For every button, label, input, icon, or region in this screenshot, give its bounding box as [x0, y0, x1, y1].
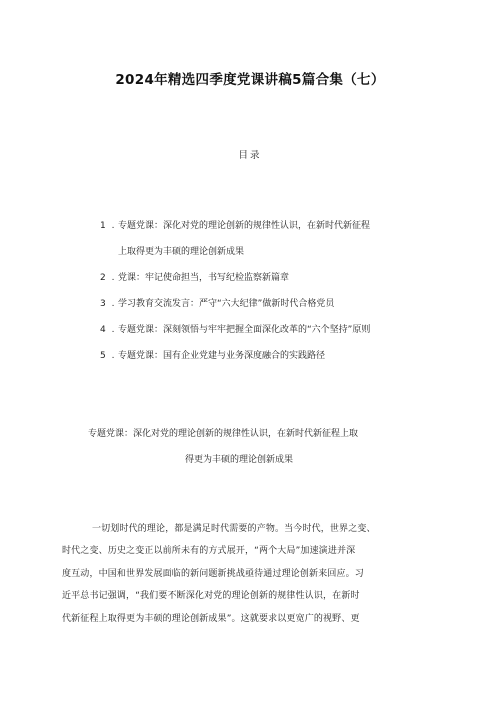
- toc-item-number: 4: [100, 325, 106, 335]
- article-title-line-2: 得更为丰硕的理论创新成果: [185, 455, 294, 465]
- toc-item-separator: .: [111, 273, 115, 283]
- toc-item-text: 专题党课：深刻领悟与牢牢把握全面深化改革的“六个坚持”原则: [118, 325, 371, 335]
- article-title: [60, 428, 460, 467]
- document-title: 2024年精选四季度党课讲稿5篇合集（七）: [115, 72, 385, 88]
- toc-item-number: 2: [100, 273, 106, 283]
- toc-item-4[interactable]: [100, 324, 430, 337]
- toc-item-number: 5: [100, 351, 106, 361]
- toc-item-separator: .: [111, 351, 115, 361]
- toc-item-text: 专题党课：深化对党的理论创新的规律性认识，在新时代新征程: [118, 221, 371, 231]
- body-line: 时代之变、历史之变正以前所未有的方式展开，“两个大局”加速演进并深: [62, 546, 356, 557]
- toc-item-text: 学习教育交流发言：严守“六大纪律”做新时代合格党员: [118, 299, 335, 309]
- toc-item-separator: .: [111, 299, 115, 309]
- toc-item-2[interactable]: [100, 272, 430, 285]
- toc-item-1[interactable]: [100, 220, 430, 259]
- toc-item-text: 专题党课：国有企业党建与业务深度融合的实践路径: [118, 351, 326, 361]
- article-title-line-1: 专题党课：深化对党的理论创新的规律性认识，在新时代新征程上取: [88, 429, 359, 439]
- toc-item-separator: .: [111, 325, 115, 335]
- body-line: 代新征程上取得更为丰硕的理论创新成果”。这就要求以更宽广的视野、更: [62, 613, 360, 624]
- body-line: 一切划时代的理论，都是满足时代需要的产物。当今时代，世界之变、: [92, 524, 376, 534]
- toc-item-number: 3: [100, 299, 106, 309]
- toc-item-5[interactable]: [100, 350, 430, 363]
- toc-item-continuation: 上取得更为丰硕的理论创新成果: [118, 247, 245, 257]
- article-body: [62, 518, 440, 630]
- table-of-contents: [100, 220, 430, 376]
- body-line: 度互动，中国和世界发展面临的新问题新挑战亟待通过理论创新来回应。习: [62, 568, 364, 579]
- toc-item-3[interactable]: [100, 298, 430, 311]
- toc-item-separator: .: [111, 221, 115, 231]
- toc-item-number: 1: [100, 221, 106, 231]
- toc-heading: 目录: [238, 150, 262, 161]
- body-line: 近平总书记强调，“我们要不断深化对党的理论创新的规律性认识，在新时: [62, 591, 360, 602]
- toc-item-text: 党课：牢记使命担当，书写纪检监察新篇章: [118, 273, 290, 283]
